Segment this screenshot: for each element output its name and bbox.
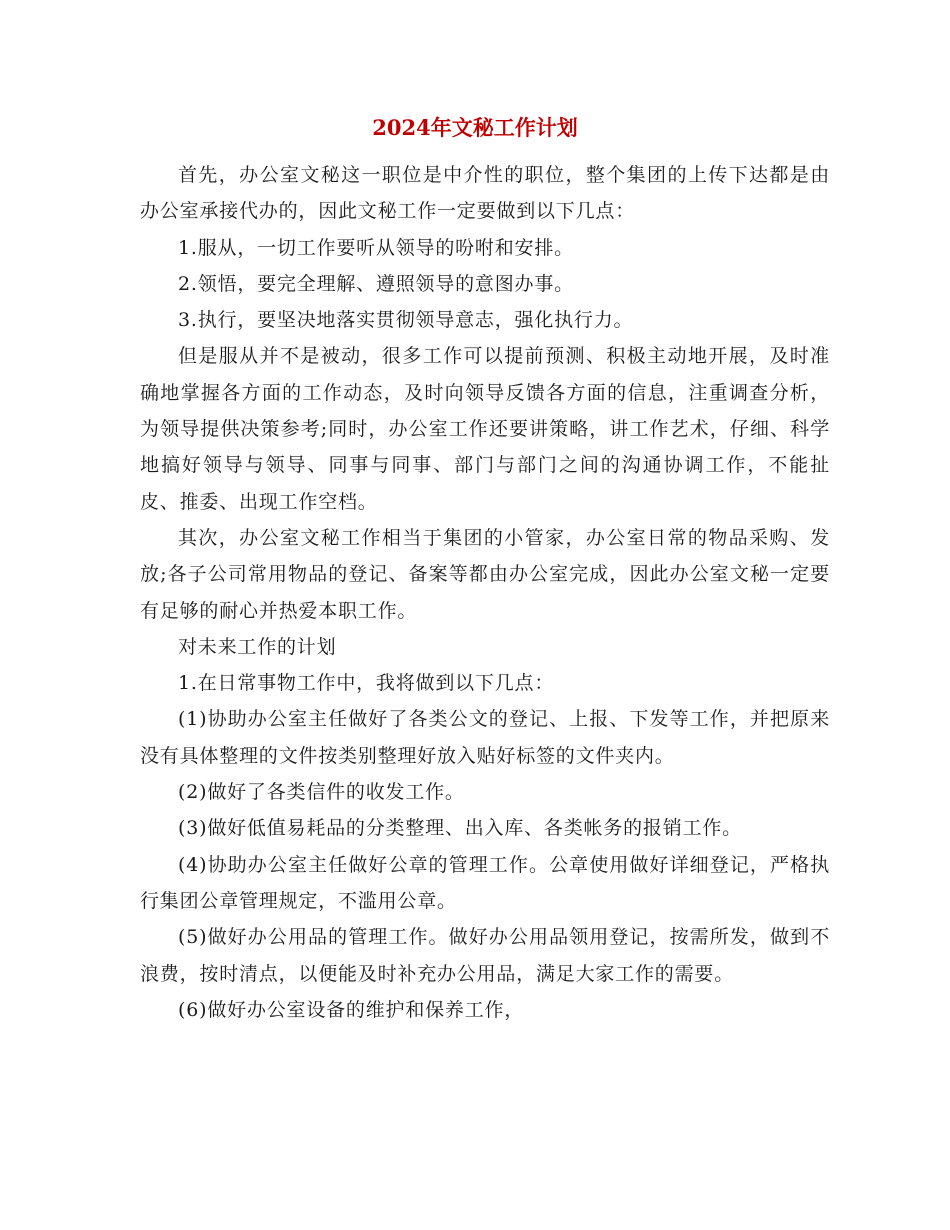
list-item-2: (2)做好了各类信件的收发工作。 [178, 781, 465, 804]
list-item-5: (5)做好办公用品的管理工作。做好办公用品领用登记，按需所发，做到不浪费，按时清点，以便能及时补充办公用品，满足大家工作的需要。 [140, 926, 830, 985]
paragraph-intro: 首先，办公室文秘这一职位是中介性的职位，整个集团的上传下达都是由办公室承接代办的，因此文秘工作一定要做到以下几点： [140, 164, 830, 223]
list-item-1: (1)协助办公室主任做好了各类公文的登记、上报、下发等工作，并把原来没有具体整理的文件按类别整理好放入贴好标签的文件夹内。 [140, 708, 830, 767]
document-body [140, 157, 830, 1028]
paragraph-point-3: 3.执行，要坚决地落实贯彻领导意志，强化执行力。 [178, 309, 634, 332]
list-item-3: (3)做好低值易耗品的分类整理、出入库、各类帐务的报销工作。 [178, 817, 742, 840]
list-item-4: (4)协助办公室主任做好公章的管理工作。公章使用做好详细登记，严格执行集团公章管理规定，不滥用公章。 [140, 853, 830, 912]
paragraph-daily-affairs: 1.在日常事物工作中，我将做到以下几点： [178, 672, 555, 695]
section-heading-future-plan: 对未来工作的计划 [178, 635, 337, 658]
document-title: 2024年文秘工作计划 [372, 115, 578, 140]
paragraph-housekeeping: 其次，办公室文秘工作相当于集团的小管家，办公室日常的物品采购、发放;各子公司常用物品的登记、备案等都由办公室完成，因此办公室文秘一定要有足够的耐心并热爱本职工作。 [140, 526, 830, 622]
list-item-6: (6)做好办公室设备的维护和保养工作， [178, 998, 525, 1021]
paragraph-point-2: 2.领悟，要完全理解、遵照领导的意图办事。 [178, 272, 574, 295]
paragraph-initiative: 但是服从并不是被动，很多工作可以提前预测、积极主动地开展，及时准确地掌握各方面的工作动态，及时向领导反馈各方面的信息，注重调查分析，为领导提供决策参考;同时，办公室工作还要讲策略，讲工作艺术，仔细、科学地搞好领导与领导、同事与同事、部门与部门之间的沟通协调工作，不能扯皮、推委、出现工作空档。 [140, 345, 830, 513]
paragraph-point-1: 1.服从，一切工作要听从领导的吩咐和安排。 [178, 236, 574, 259]
